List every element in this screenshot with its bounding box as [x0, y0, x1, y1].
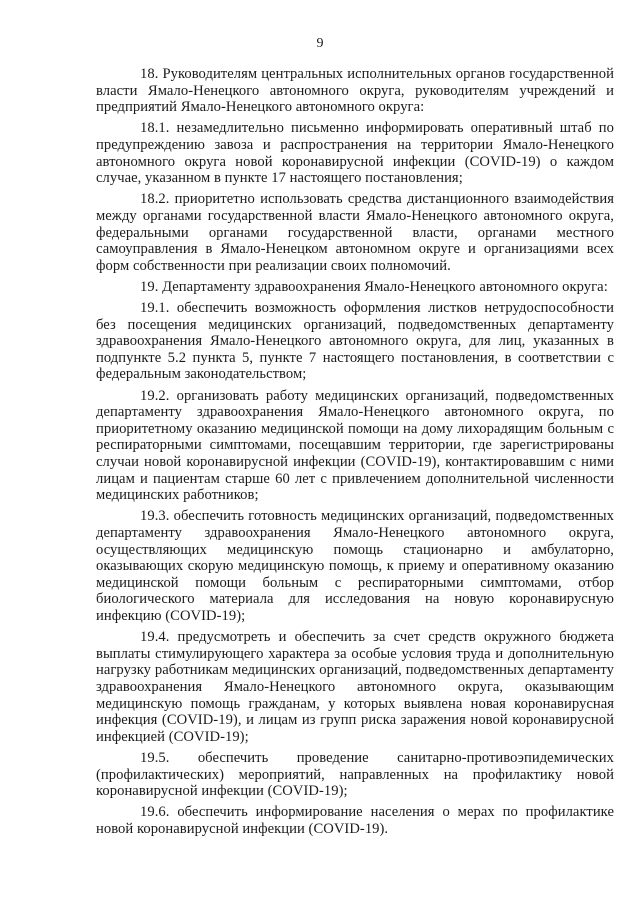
paragraph-18: 18. Руководителям центральных исполнительных органов государственной власти Ямало-Ненецкого автономного округа, руководителям учреждений и предприятий Ямало-Ненецкого автономного округа:: [96, 66, 614, 116]
paragraph-19-1: 19.1. обеспечить возможность оформления листков нетрудоспособности без посещения медицинских организаций, подведомственных департаменту здравоохранения Ямало-Ненецкого автономного округа, для лиц, указанных в подпункте 5.2 пункта 5, пункте 7 настоящего постановления, в соответствии с федеральным законодательством;: [96, 300, 614, 383]
page-number: 9: [316, 36, 324, 51]
paragraph-19-3: 19.3. обеспечить готовность медицинских организаций, подведомственных департаменту здравоохранения Ямало-Ненецкого автономного округа, осуществляющих медицинскую помощь стационарно и амбулаторно, оказывающих скорую медицинскую помощь, к приему и оперативному оказанию медицинской помощи больным с респираторными симптомами, отбор биологического материала для исследования на новую коронавирусную инфекцию (COVID-19);: [96, 508, 614, 624]
paragraph-19-4: 19.4. предусмотреть и обеспечить за счет средств окружного бюджета выплаты стимулирующего характера за особые условия труда и дополнительную нагрузку работникам медицинских организаций, подведомственных департаменту здравоохранения Ямало-Ненецкого автономного округа, оказывающим медицинскую помощь гражданам, у которых выявлена новая коронавирусная инфекция (COVID-19), и лицам из групп риска заражения новой коронавирусной инфекцией (COVID-19);: [96, 629, 614, 745]
document-body: [96, 66, 614, 842]
paragraph-18-2: 18.2. приоритетно использовать средства дистанционного взаимодействия между органами государственной власти Ямало-Ненецкого автономного округа, федеральными органами государственной власти, органами местного самоуправления в Ямало-Ненецком автономном округе и организациями всех форм собственности при реализации своих полномочий.: [96, 191, 614, 274]
paragraph-19-2: 19.2. организовать работу медицинских организаций, подведомственных департаменту здравоохранения Ямало-Ненецкого автономного округа, по приоритетному оказанию медицинской помощи на дому лихорадящим больным с респираторными симптомами, посещавшим территории, где зарегистрированы случаи новой коронавирусной инфекции (COVID-19), контактировавшим с ними лицам и пациентам старше 60 лет с привлечением дополнительной численности медицинских работников;: [96, 387, 614, 504]
paragraph-19: 19. Департаменту здравоохранения Ямало-Ненецкого автономного округа:: [140, 278, 608, 295]
paragraph-18-1: 18.1. незамедлительно письменно информировать оперативный штаб по предупреждению завоза и распространения на территории Ямало-Ненецкого автономного округа новой коронавирусной инфекции (COVID-19) о каждом случае, указанном в пункте 17 настоящего постановления;: [96, 120, 614, 187]
paragraph-19-6: 19.6. обеспечить информирование населения о мерах по профилактике новой коронавирусной инфекции (COVID-19).: [96, 804, 614, 837]
paragraph-19-5: 19.5. обеспечить проведение санитарно-противоэпидемических (профилактических) мероприятий, направленных на профилактику новой коронавирусной инфекции (COVID-19);: [96, 749, 614, 800]
